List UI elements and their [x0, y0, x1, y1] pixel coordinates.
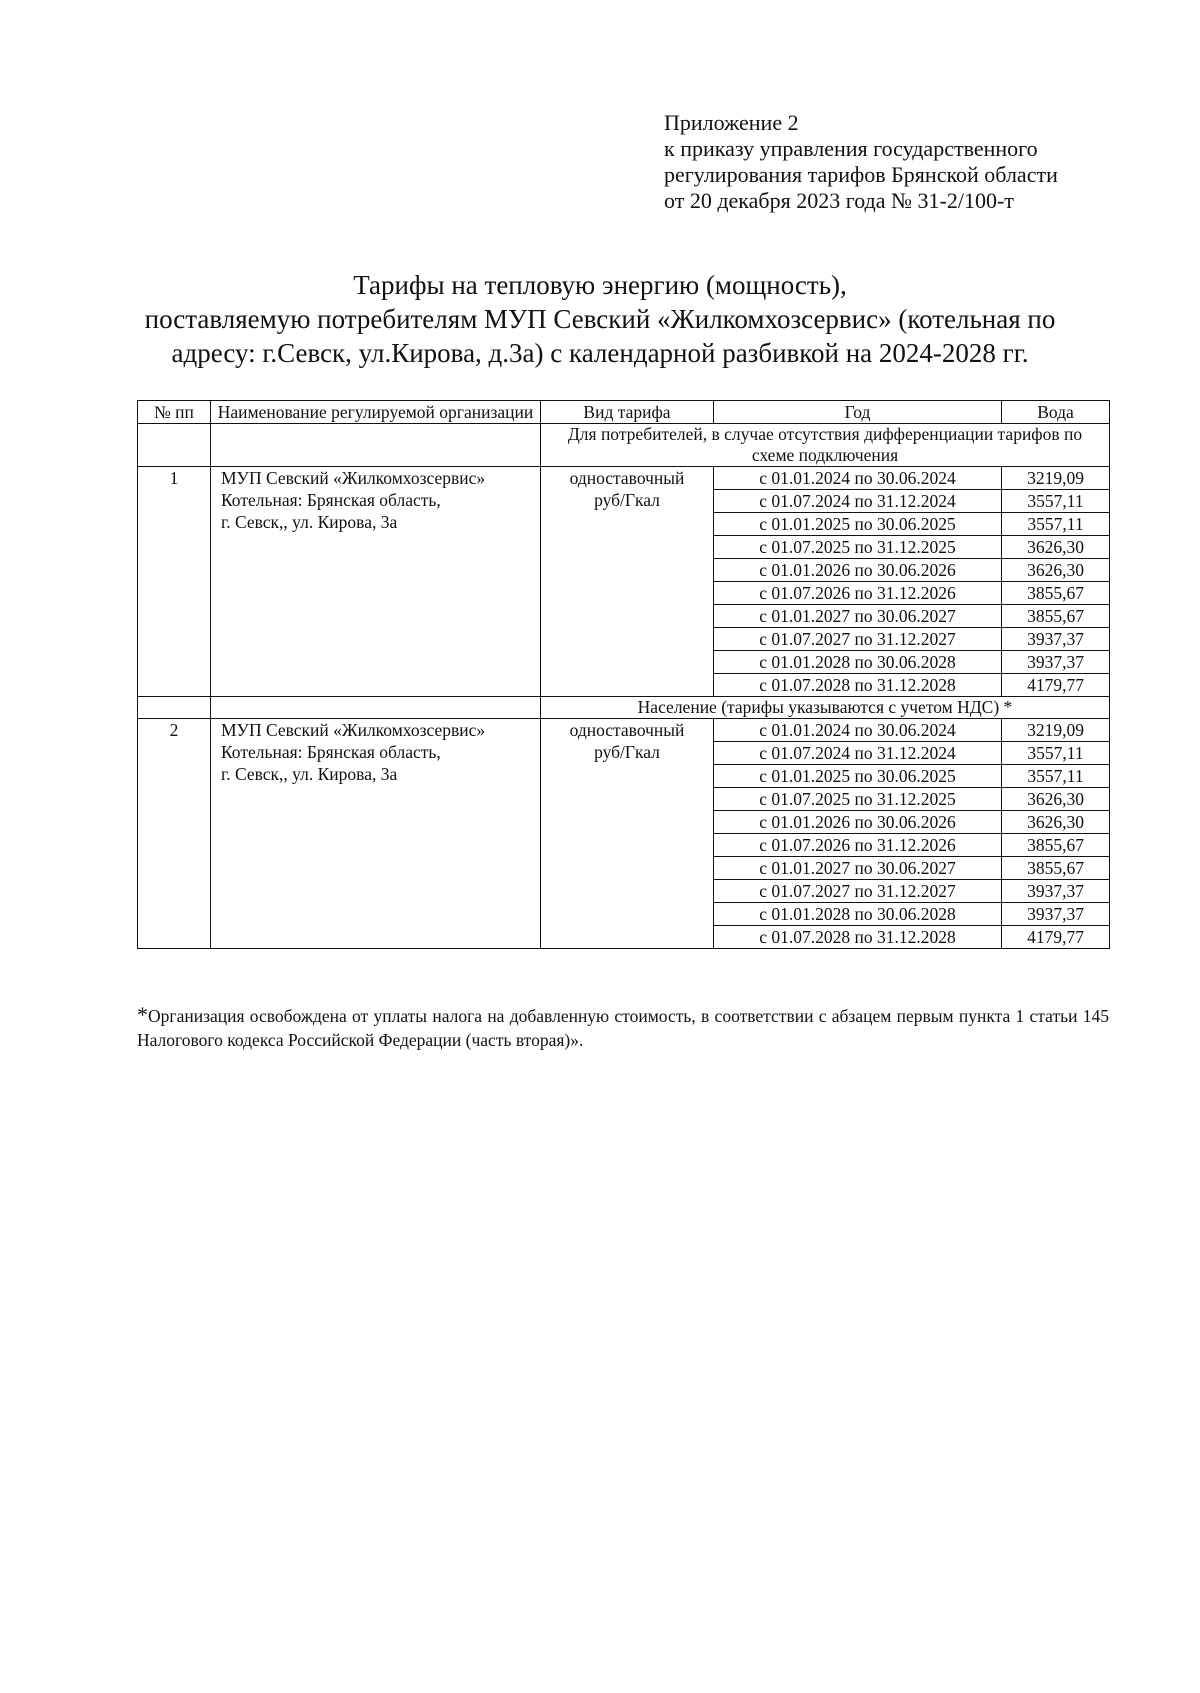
organization-line: Котельная: Брянская область,	[221, 742, 441, 762]
empty-cell	[211, 424, 541, 467]
period-cell: с 01.01.2024 по 30.06.2024	[714, 719, 1002, 742]
header-name: Наименование регулируемой организации	[211, 401, 541, 424]
tariff-table	[137, 400, 1110, 949]
value-cell: 3219,09	[1002, 467, 1110, 490]
organization-name	[211, 719, 541, 949]
organization-line: МУП Севский «Жилкомхозсервис»	[221, 720, 486, 740]
empty-cell	[138, 424, 211, 467]
value-cell: 3626,30	[1002, 559, 1110, 582]
appendix-line: от 20 декабря 2023 года № 31-2/100-т	[664, 188, 1014, 213]
title-line: Тарифы на тепловую энергию (мощность),	[353, 270, 847, 300]
appendix-line: Приложение 2	[664, 110, 799, 135]
value-cell: 3855,67	[1002, 857, 1110, 880]
organization-name	[211, 467, 541, 697]
organization-line: Котельная: Брянская область,	[221, 490, 441, 510]
period-cell: с 01.01.2026 по 30.06.2026	[714, 811, 1002, 834]
section-caption-row	[138, 424, 1110, 467]
appendix-line: к приказу управления государственного	[664, 136, 1038, 161]
value-cell: 3626,30	[1002, 811, 1110, 834]
value-cell: 3855,67	[1002, 605, 1110, 628]
header-year: Год	[714, 401, 1002, 424]
period-cell: с 01.01.2026 по 30.06.2026	[714, 559, 1002, 582]
value-cell: 4179,77	[1002, 926, 1110, 949]
appendix-line: регулирования тарифов Брянской области	[664, 162, 1058, 187]
title-line: поставляемую потребителям МУП Севский «Жилкомхозсервис» (котельная по	[144, 304, 1056, 334]
title-line: адресу: г.Севск, ул.Кирова, д.3а) с календарной разбивкой на 2024-2028 гг.	[171, 338, 1029, 368]
value-cell: 4179,77	[1002, 674, 1110, 697]
value-cell: 3557,11	[1002, 742, 1110, 765]
period-cell: с 01.07.2026 по 31.12.2026	[714, 582, 1002, 605]
period-cell: с 01.07.2027 по 31.12.2027	[714, 628, 1002, 651]
table-header-row	[138, 401, 1110, 424]
value-cell: 3937,37	[1002, 628, 1110, 651]
value-cell: 3557,11	[1002, 765, 1110, 788]
period-cell: с 01.07.2025 по 31.12.2025	[714, 536, 1002, 559]
period-cell: с 01.07.2028 по 31.12.2028	[714, 674, 1002, 697]
period-cell: с 01.01.2025 по 30.06.2025	[714, 513, 1002, 536]
value-cell: 3855,67	[1002, 834, 1110, 857]
table-row	[138, 719, 1110, 742]
value-cell: 3855,67	[1002, 582, 1110, 605]
tariff-kind-line: руб/Гкал	[594, 490, 660, 510]
period-cell: с 01.01.2028 по 30.06.2028	[714, 903, 1002, 926]
value-cell: 3937,37	[1002, 880, 1110, 903]
period-cell: с 01.07.2027 по 31.12.2027	[714, 880, 1002, 903]
organization-line: МУП Севский «Жилкомхозсервис»	[221, 468, 486, 488]
table-row	[138, 467, 1110, 490]
value-cell: 3626,30	[1002, 788, 1110, 811]
section-caption: Для потребителей, в случае отсутствия дифференциации тарифов по схеме подключения	[541, 424, 1110, 467]
period-cell: с 01.01.2027 по 30.06.2027	[714, 857, 1002, 880]
period-cell: с 01.07.2028 по 31.12.2028	[714, 926, 1002, 949]
period-cell: с 01.01.2028 по 30.06.2028	[714, 651, 1002, 674]
period-cell: с 01.07.2024 по 31.12.2024	[714, 490, 1002, 513]
header-water: Вода	[1002, 401, 1110, 424]
empty-cell	[211, 697, 541, 719]
section-caption-row	[138, 697, 1110, 719]
period-cell: с 01.07.2026 по 31.12.2026	[714, 834, 1002, 857]
document-title	[100, 268, 1100, 370]
row-number: 2	[138, 719, 211, 949]
tariff-kind-line: руб/Гкал	[594, 742, 660, 762]
header-kind: Вид тарифа	[541, 401, 714, 424]
tariff-kind	[541, 719, 714, 949]
footnote-text: Организация освобождена от уплаты налога на добавленную стоимость, в соответствии с абзацем первым пункта 1 статьи 145 Налогового кодекса Российской Федерации (часть вторая)».	[137, 1006, 1109, 1050]
header-num: № пп	[138, 401, 211, 424]
footnote	[137, 1003, 1109, 1052]
value-cell: 3219,09	[1002, 719, 1110, 742]
value-cell: 3557,11	[1002, 513, 1110, 536]
period-cell: с 01.01.2024 по 30.06.2024	[714, 467, 1002, 490]
section-caption: Население (тарифы указываются с учетом НДС) *	[541, 697, 1110, 719]
value-cell: 3626,30	[1002, 536, 1110, 559]
empty-cell	[138, 697, 211, 719]
tariff-kind	[541, 467, 714, 697]
period-cell: с 01.01.2027 по 30.06.2027	[714, 605, 1002, 628]
period-cell: с 01.07.2025 по 31.12.2025	[714, 788, 1002, 811]
value-cell: 3937,37	[1002, 903, 1110, 926]
footnote-star: *	[137, 1002, 148, 1027]
period-cell: с 01.01.2025 по 30.06.2025	[714, 765, 1002, 788]
tariff-kind-line: одноставочный	[569, 720, 685, 740]
value-cell: 3937,37	[1002, 651, 1110, 674]
organization-line: г. Севск,, ул. Кирова, 3а	[221, 512, 398, 532]
tariff-kind-line: одноставочный	[569, 468, 685, 488]
value-cell: 3557,11	[1002, 490, 1110, 513]
row-number: 1	[138, 467, 211, 697]
period-cell: с 01.07.2024 по 31.12.2024	[714, 742, 1002, 765]
appendix-header	[664, 110, 1058, 214]
organization-line: г. Севск,, ул. Кирова, 3а	[221, 764, 398, 784]
